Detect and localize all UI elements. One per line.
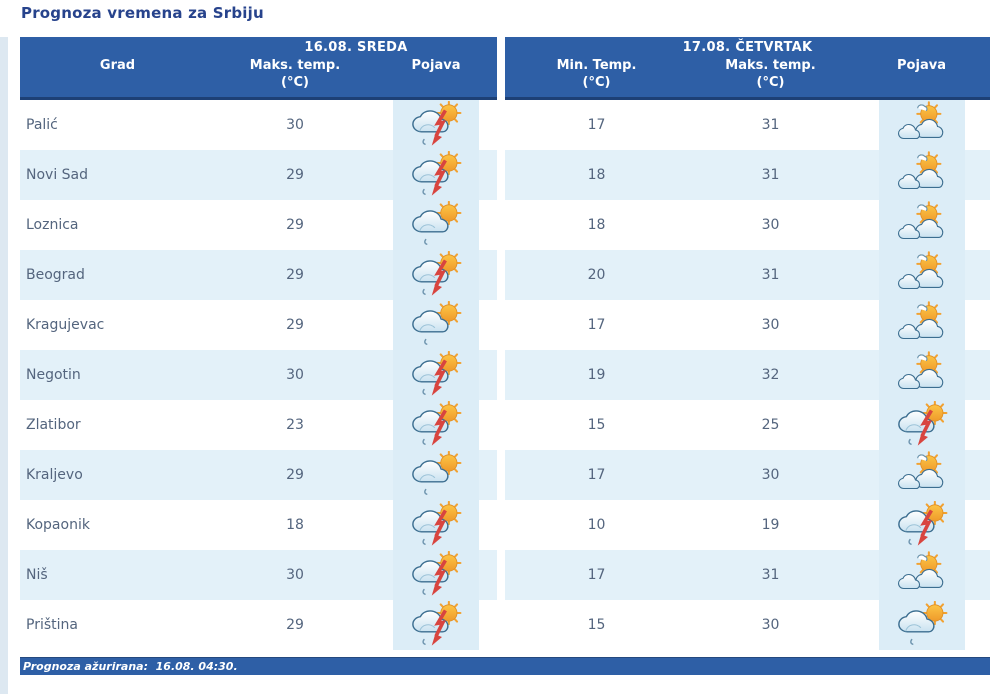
thunderstorm-sun-icon [408,501,464,549]
table-row [20,150,990,200]
table-row [20,450,990,500]
column-header-city: Grad [99,58,136,73]
day2-max-temp-cell: 25 [761,417,780,433]
day2-weather-cell [853,500,990,550]
day2-max-temp-cell: 30 [761,617,780,633]
day2-min-temp-cell: 17 [505,450,688,500]
row-divider [497,550,505,600]
city-cell: Palić [26,117,58,133]
day2-min-temp-cell: 15 [587,417,606,433]
day2-max-temp-cell: 30 [761,317,780,333]
page-title: Prognoza vremena za Srbiju [21,4,264,22]
thunderstorm-sun-icon [408,601,464,649]
table-row [20,600,990,650]
day1-max-temp-cell: 29 [286,617,304,633]
table-row [20,350,990,400]
table-header [20,37,990,100]
day1-weather-cell [375,450,497,500]
day1-weather-cell [375,150,497,200]
day2-min-temp-cell: 15 [587,617,606,633]
day1-weather-cell [375,300,497,350]
table-row [20,400,990,450]
row-divider [497,500,505,550]
thunderstorm-sun-icon [408,101,464,149]
row-divider [497,300,505,350]
day2-weather-cell [853,250,990,300]
sun-cloud-rain-icon [408,301,464,349]
day1-max-temp-cell: 30 [215,350,375,400]
day2-weather-cell [853,200,990,250]
sun-clouds-icon [894,151,950,199]
city-cell: Niš [20,550,215,600]
sun-clouds-icon [894,451,950,499]
city-cell: Beograd [20,250,215,300]
city-cell: Kopaonik [26,517,90,533]
sun-clouds-icon [894,351,950,399]
day1-weather-cell [375,350,497,400]
city-cell: Kraljevo [20,450,215,500]
day2-weather-cell [853,100,990,150]
table-row [20,300,990,350]
thunderstorm-sun-icon [408,151,464,199]
sun-clouds-icon [894,101,950,149]
day2-max-temp-cell: 32 [688,350,853,400]
day2-weather-cell [853,350,990,400]
day2-min-temp-cell: 17 [587,117,606,133]
day2-weather-cell [853,450,990,500]
day2-min-temp-cell: 20 [505,250,688,300]
day2-weather-cell [853,150,990,200]
city-cell: Loznica [26,217,79,233]
day1-max-temp-cell: 30 [215,550,375,600]
day1-max-temp-cell: 18 [286,517,304,533]
day2-weather-cell [853,400,990,450]
table-row [20,550,990,600]
column-header-day1-weather: Pojava [411,58,461,73]
day1-weather-cell [375,250,497,300]
update-status-bar: Prognoza ažurirana: 16.08. 04:30. [20,657,990,675]
day2-min-temp-cell: 17 [587,317,606,333]
forecast-table [20,37,990,675]
thunderstorm-sun-icon [408,401,464,449]
table-row [20,500,990,550]
row-divider [497,250,505,300]
row-divider [497,600,505,650]
sun-clouds-icon [894,201,950,249]
thunderstorm-sun-icon [894,501,950,549]
sun-cloud-rain-icon [408,451,464,499]
column-header-day2-max-temp: Maks. temp. (°C) [725,58,816,90]
thunderstorm-sun-icon [408,351,464,399]
page-left-edge-strip [0,37,8,694]
day2-max-temp-cell: 31 [761,117,780,133]
table-row [20,100,990,150]
day1-max-temp-cell: 29 [286,317,304,333]
thunderstorm-sun-icon [408,551,464,599]
header-divider [497,37,505,100]
day2-weather-cell [853,300,990,350]
day2-max-temp-cell: 31 [688,250,853,300]
sun-clouds-icon [894,251,950,299]
table-row [20,250,990,300]
day1-weather-cell [375,200,497,250]
sun-cloud-rain-icon [408,201,464,249]
day1-date-label: 16.08. SREDA [304,40,408,55]
row-divider [497,100,505,150]
day1-max-temp-cell: 29 [215,450,375,500]
thunderstorm-sun-icon [408,251,464,299]
row-divider [497,400,505,450]
row-divider [497,200,505,250]
header-day2-block [505,37,990,100]
day2-date-label: 17.08. ČETVRTAK [682,40,813,55]
day1-max-temp-cell: 29 [215,250,375,300]
column-header-day2-min-temp: Min. Temp. (°C) [556,58,637,90]
day2-weather-cell [853,550,990,600]
city-cell: Novi Sad [20,150,215,200]
day1-max-temp-cell: 30 [286,117,304,133]
day2-min-temp-cell: 19 [505,350,688,400]
day2-min-temp-cell: 18 [587,217,606,233]
day2-min-temp-cell: 18 [505,150,688,200]
sun-cloud-rain-icon [894,601,950,649]
day2-min-temp-cell: 10 [587,517,606,533]
day1-weather-cell [375,550,497,600]
day2-weather-cell [853,600,990,650]
row-divider [497,350,505,400]
sun-clouds-icon [894,301,950,349]
sun-clouds-icon [894,551,950,599]
day1-weather-cell [375,600,497,650]
column-header-day2-weather: Pojava [897,58,946,73]
table-body [20,100,990,650]
table-row [20,200,990,250]
day1-max-temp-cell: 29 [215,150,375,200]
day1-weather-cell [375,100,497,150]
day2-max-temp-cell: 19 [761,517,780,533]
row-divider [497,150,505,200]
day2-max-temp-cell: 31 [688,150,853,200]
row-divider [497,450,505,500]
day2-max-temp-cell: 30 [761,217,780,233]
city-cell: Negotin [20,350,215,400]
day1-max-temp-cell: 29 [286,217,304,233]
day1-weather-cell [375,500,497,550]
day1-weather-cell [375,400,497,450]
column-header-day1-max-temp: Maks. temp. (°C) [249,58,341,90]
header-day1-block [20,37,497,100]
day2-min-temp-cell: 17 [505,550,688,600]
day1-max-temp-cell: 23 [286,417,304,433]
day2-max-temp-cell: 31 [688,550,853,600]
city-cell: Kragujevac [26,317,105,333]
city-cell: Priština [26,617,78,633]
city-cell: Zlatibor [26,417,81,433]
day2-max-temp-cell: 30 [688,450,853,500]
thunderstorm-sun-icon [894,401,950,449]
